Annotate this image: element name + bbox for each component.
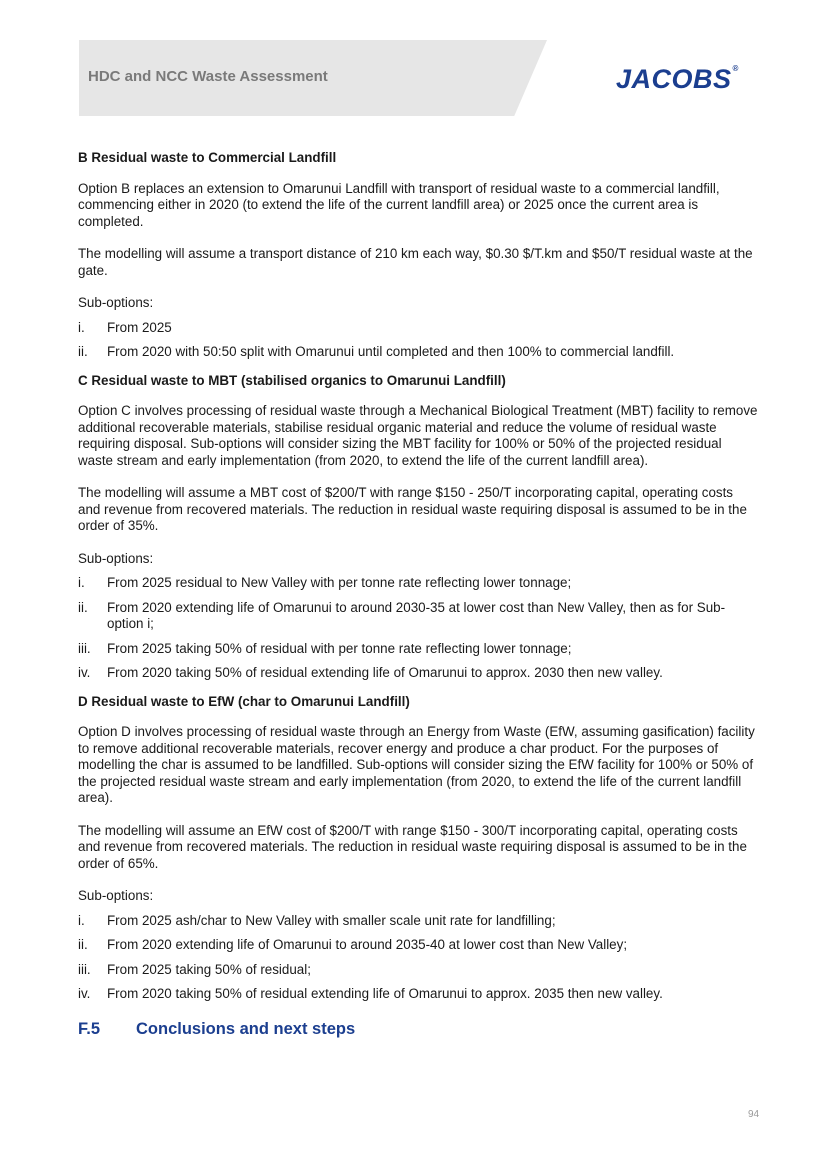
list-item — [78, 641, 758, 658]
list-item — [78, 665, 758, 682]
list-text: From 2025 residual to New Valley with per tonne rate reflecting lower tonnage; — [107, 575, 572, 590]
list-text: From 2025 taking 50% of residual with per tonne rate reflecting lower tonnage; — [107, 640, 572, 656]
list-item — [78, 937, 758, 954]
sub-options-label: Sub-options: — [78, 550, 154, 566]
list-text: From 2020 extending life of Omarunui to around 2035-40 at lower cost than New Valley; — [107, 937, 628, 952]
sub-options-label: Sub-options: — [78, 888, 154, 903]
paragraph: The modelling will assume a transport distance of 210 km each way, $0.30 $/T.km and $50/T residual waste at the gate. — [78, 246, 753, 278]
list-text: From 2020 extending life of Omarunui to around 2030-35 at lower cost than New Valley, then as for Sub-option i; — [107, 599, 726, 631]
list-number: i. — [78, 575, 85, 590]
list-item — [78, 986, 758, 1003]
list-item — [78, 913, 758, 930]
paragraph: The modelling will assume an EfW cost of $200/T with range $150 - 300/T incorporating capital, operating costs and revenue from recovered materials. The reduction in residual waste requiring disposal is assumed to be in the order of 65%. — [78, 822, 747, 871]
paragraph: Option D involves processing of residual waste through an Energy from Waste (EfW, assuming gasification) facility to remove additional recoverable materials, recover energy and produce a char product. For the purposes of modelling the char is assumed to be landfilled. Sub-options will consider sizing the EfW facility for 100% or 50% of the projected residual waste stream and early implementation (from 2020, to extend the life of the current landfill area). — [78, 724, 755, 805]
section-heading: D Residual waste to EfW (char to Omarunui Landfill) — [78, 693, 410, 709]
list-number: i. — [78, 319, 85, 335]
page-number: 94 — [748, 1109, 760, 1120]
list-number: iii. — [78, 640, 91, 656]
paragraph: The modelling will assume a MBT cost of $200/T with range $150 - 250/T incorporating capital, operating costs and revenue from recovered materials. The reduction in residual waste requiring disposal is assumed to be in the order of 35%. — [78, 485, 747, 533]
jacobs-logo — [616, 64, 739, 95]
list-item — [78, 600, 758, 633]
list-item — [78, 575, 758, 592]
list-text: From 2020 taking 50% of residual extending life of Omarunui to approx. 2035 then new valley. — [107, 986, 663, 1001]
list-text: From 2025 — [107, 319, 172, 335]
section-b — [78, 150, 758, 361]
logo-text: JACOBS — [616, 64, 732, 94]
section-heading: C Residual waste to MBT (stabilised organics to Omarunui Landfill) — [78, 372, 506, 388]
paragraph: Option B replaces an extension to Omarunui Landfill with transport of residual waste to a commercial landfill, commencing either in 2020 (to extend the life of the current landfill area) or 2025 once the current area is completed. — [78, 180, 720, 229]
sub-options-list — [78, 575, 758, 682]
list-number: iii. — [78, 961, 91, 977]
sub-options-list — [78, 320, 758, 361]
section-c — [78, 373, 758, 682]
list-text: From 2020 with 50:50 split with Omarunui until completed and then 100% to commercial landfill. — [107, 344, 675, 359]
list-item — [78, 344, 758, 361]
sub-options-list — [78, 913, 758, 1003]
section-heading: B Residual waste to Commercial Landfill — [78, 150, 337, 165]
document-title: HDC and NCC Waste Assessment — [88, 68, 328, 85]
list-number: i. — [78, 912, 85, 928]
list-item — [78, 320, 758, 337]
list-number: ii. — [78, 344, 88, 359]
list-number: iv. — [78, 665, 91, 680]
logo-registered-mark: ® — [732, 64, 739, 73]
section-number: F.5 — [78, 1019, 101, 1038]
section-d — [78, 694, 758, 1003]
list-text: From 2025 taking 50% of residual; — [107, 961, 311, 977]
section-heading-f5 — [78, 1021, 758, 1038]
list-text: From 2020 taking 50% of residual extending life of Omarunui to approx. 2030 then new valley. — [107, 665, 663, 680]
sub-options-label: Sub-options: — [78, 295, 154, 310]
paragraph: Option C involves processing of residual waste through a Mechanical Biological Treatment (MBT) facility to remove additional recoverable materials, stabilise residual organic material and reduce the volume of residual waste requiring disposal. Sub-options will consider sizing the MBT facility for 100% or 50% of the projected residual waste stream and early implementation (from 2020, to extend the life of the current landfill area). — [78, 403, 758, 468]
section-title: Conclusions and next steps — [136, 1019, 356, 1038]
list-item — [78, 962, 758, 979]
page-content — [78, 150, 758, 1037]
list-text: From 2025 ash/char to New Valley with smaller scale unit rate for landfilling; — [107, 912, 556, 928]
list-number: ii. — [78, 599, 88, 615]
list-number: ii. — [78, 937, 88, 952]
list-number: iv. — [78, 986, 91, 1001]
